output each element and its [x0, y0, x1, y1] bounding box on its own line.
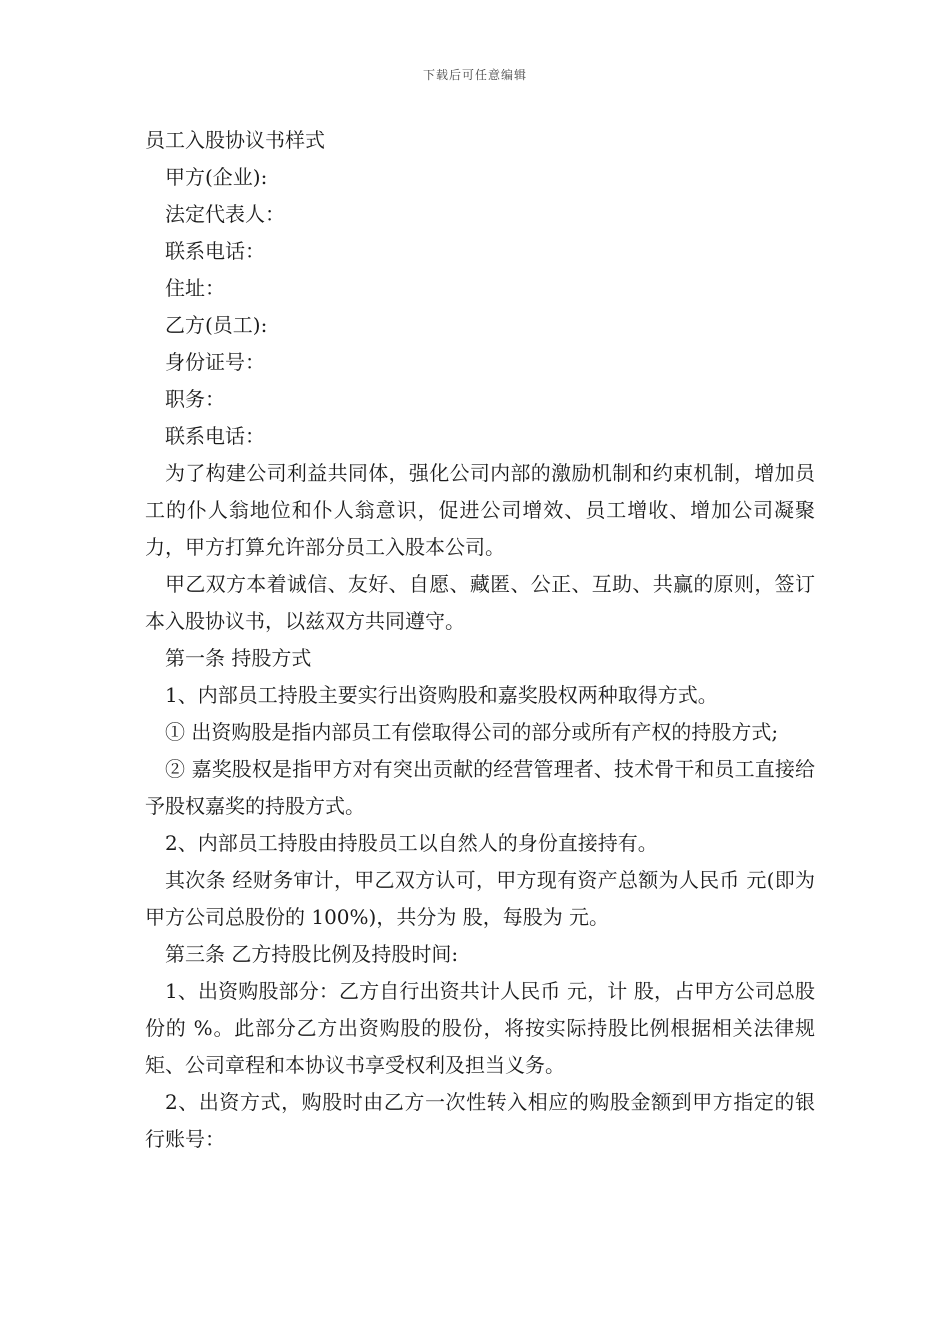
position-label: 职务： [165, 387, 225, 411]
document-body [145, 122, 815, 1158]
intro-paragraph-2: 甲乙双方本着诚信、友好、自愿、藏匿、公正、互助、共赢的原则，签订本入股协议书，以兹双方共同遵守。 [145, 572, 815, 633]
article-2: 其次条 经财务审计，甲乙双方认可，甲方现有资产总额为人民币 元(即为甲方公司总股份的 100%)，共分为 股，每股为 元。 [145, 868, 815, 929]
intro-paragraph-1: 为了构建公司利益共同体，强化公司内部的激励机制和约束机制，增加员工的仆人翁地位和仆人翁意识，促进公司增效、员工增收、增加公司凝聚力，甲方打算允许部分员工入股本公司。 [145, 461, 815, 559]
address-label: 住址： [165, 276, 225, 300]
party-b-label: 乙方(员工): [165, 313, 268, 337]
article-1-item-2: 2、内部员工持股由持股员工以自然人的身份直接持有。 [165, 831, 658, 855]
article-3-title: 第三条 乙方持股比例及持股时间: [165, 942, 459, 966]
party-a-phone-label: 联系电话： [165, 239, 265, 263]
article-1-sub-1: ① 出资购股是指内部员工有偿取得公司的部分或所有产权的持股方式; [165, 720, 779, 744]
page-header-note: 下载后可任意编辑 [422, 68, 527, 82]
article-1-item-1: 1、内部员工持股主要实行出资购股和嘉奖股权两种取得方式。 [165, 683, 718, 707]
legal-representative-label: 法定代表人： [165, 202, 285, 226]
id-number-label: 身份证号： [165, 350, 265, 374]
party-a-label: 甲方(企业): [165, 165, 268, 189]
article-3-item-1: 1、出资购股部分：乙方自行出资共计人民币 元，计 股，占甲方公司总股份的 %。此部分乙方出资购股的股份，将按实际持股比例根据相关法律规矩、公司章程和本协议书享受权利及担当义务。 [145, 979, 815, 1077]
party-b-phone-label: 联系电话： [165, 424, 265, 448]
document-title: 员工入股协议书样式 [145, 128, 325, 152]
article-1-title: 第一条 持股方式 [165, 646, 312, 670]
article-1-sub-2: ② 嘉奖股权是指甲方对有突出贡献的经营管理者、技术骨干和员工直接给予股权嘉奖的持股方式。 [145, 757, 815, 818]
article-3-item-2: 2、出资方式，购股时由乙方一次性转入相应的购股金额到甲方指定的银行账号： [145, 1090, 815, 1151]
